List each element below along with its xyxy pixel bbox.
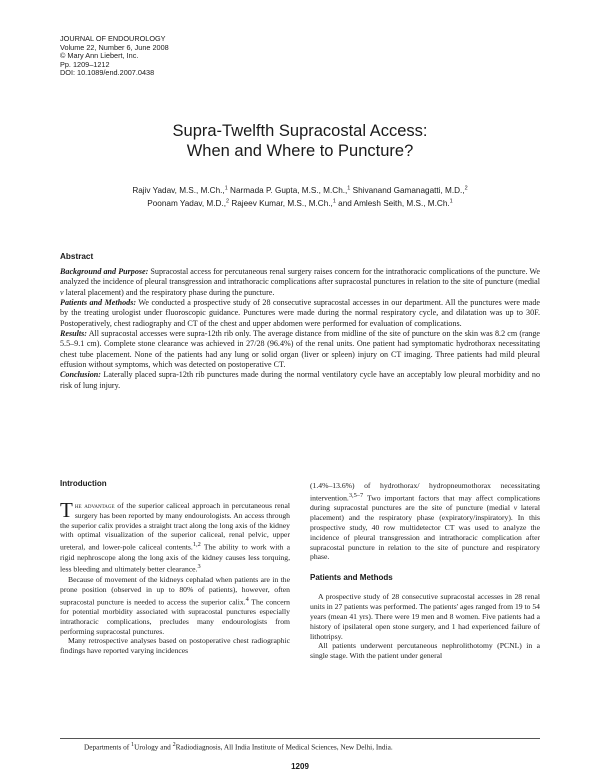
intro-paragraph-continued: (1.4%–13.6%) of hydrothorax/ hydropneumothorax necessitating intervention.$^{3,5-7}$ Two important factors that may affect complications during supracostal punctures are the site of puncture (medial v lateral placement) and the respiratory phase (expiratory/inspiratory). In this prospective study, 40 row multidetector CT was used to analyze the incidence of pleural transgression and intrathoracic complication after supracostal puncture in relation to the site of puncture and respiratory phase. bbox=[310, 481, 541, 562]
introduction-heading: Introduction bbox=[60, 479, 107, 488]
methods-paragraph-1: A prospective study of 28 consecutive supracostal accesses in 28 renal units in 27 patients was performed. The patients' ages ranged from 19 to 54 years (mean 41 yrs). There were 19 men and 8 women. Five patients had a history of ipsilateral open stone surgery, and 1 had experienced failure of lithotripsy. bbox=[310, 592, 540, 641]
drop-cap: T bbox=[60, 497, 73, 522]
title-line-2: When and Where to Puncture? bbox=[186, 142, 414, 160]
intro-paragraph-3: Many retrospective analyses based on postoperative chest radiographic findings have reported varying incidences bbox=[60, 636, 290, 656]
abstract-methods: Patients and Methods: We conducted a prospective study of 28 consecutive supracostal accesses in our department. All the punctures were made by the treating urologist under fluoroscopic guidance. Punctures were made during the normal respiratory cycle, and dilatation was up to 30F. Postoperatively, chest radiography and CT of the chest and upper abdomen were performed for evaluation of complications. bbox=[60, 298, 540, 328]
author-yadav-r: Rajiv Yadav, M.S., M.Ch., bbox=[132, 186, 225, 195]
abstract-conclusion: Conclusion: Laterally placed supra-12th rib punctures made during the normal ventilatory cycle have an acceptably low pleural morbidity and no risk of lung injury. bbox=[60, 370, 540, 390]
journal-volume: Volume 22, Number 6, June 2008 bbox=[60, 42, 169, 52]
abstract-heading: Abstract bbox=[60, 252, 94, 261]
journal-header bbox=[60, 35, 169, 78]
author-kumar: Rajeev Kumar, M.S., M.Ch., bbox=[231, 198, 333, 208]
author-yadav-p: Poonam Yadav, M.D., bbox=[147, 198, 226, 208]
abstract-body bbox=[60, 267, 540, 391]
author-line-1: Rajiv Yadav, M.S., M.Ch.,$^1$ Narmada P. Gupta, M.S., M.Ch.,$^1$ Shivanand Gamanagatti, M.D.,$^2$ bbox=[132, 185, 468, 195]
footnote-divider bbox=[60, 738, 540, 739]
methods-paragraph-2: All patients underwent percutaneous nephrolithotomy (PCNL) in a single stage. With the patient under general bbox=[310, 641, 540, 661]
methods-heading: Patients and Methods bbox=[310, 573, 393, 583]
affiliation-footnote: Departments of $^1$Urology and $^2$Radiodiagnosis, All India Institute of Medical Sciences, New Delhi, India. bbox=[84, 742, 393, 752]
page-number: 1209 bbox=[291, 762, 309, 771]
abstract-results: Results: All supracostal accesses were supra-12th rib only. The average distance from midline of the site of puncture on the skin was 8.2 cm (range 5.5–9.1 cm). Complete stone clearance was achieved in 27/28 (96.4%) of the renal units. One patient had symptomatic hydrothorax necessitating chest tube placement. None of the patients had any lung or solid organ (liver or spleen) injury on CT imaging. Three patients had mild pleural effusion without symptoms, which was detected on postoperative CT. bbox=[60, 329, 540, 370]
journal-copyright: © Mary Ann Liebert, Inc. bbox=[60, 51, 139, 61]
author-list bbox=[0, 185, 600, 210]
author-seith: and Amlesh Seith, M.S., M.Ch. bbox=[338, 198, 450, 208]
intro-paragraph-2: Because of movement of the kidneys cephalad when patients are in the prone position (observed in up to 80% of patients), however, often supracostal puncture is needed to access the superior calix.$^4$ The concern for potential morbidity associated with supracostal punctures especially intrathoracic complications, precludes many endourologists from performing supracostal punctures. bbox=[60, 574, 290, 636]
journal-doi: DOI: 10.1089/end.2007.0438 bbox=[60, 68, 155, 78]
intro-paragraph-1: The advantage of the superior caliceal approach in percutaneous renal surgery has been reported by many endourologists. An access through the superior calix provides a straight tract along the long axis of the kidney with optimal visualization of the superior caliceal, renal pelvic, upper ureteral, and lower-pole caliceal contents.$^{1,2}$ The ability to work with a rigid nephroscope along the long axis of the kidney causes less torquing, less bleeding and ultimately better clearance.$^3$ bbox=[60, 497, 290, 574]
author-gamanagatti: Shivanand Gamanagatti, M.D., bbox=[352, 186, 465, 195]
article-title bbox=[0, 121, 600, 161]
abstract-background: Background and Purpose: Supracostal access for percutaneous renal surgery raises concern for the intrathoracic complications of the puncture. We analyzed the incidence of pleural transgression and intrathoracic complications after supracostal punctures in relation to the site of puncture (medial v lateral placement) and the respiratory phase during the puncture. bbox=[60, 267, 540, 297]
journal-name: JOURNAL OF ENDOUROLOGY bbox=[60, 34, 166, 43]
right-column bbox=[310, 481, 540, 661]
left-column bbox=[60, 479, 290, 656]
title-line-1: Supra-Twelfth Supracostal Access: bbox=[172, 122, 428, 140]
author-gupta: Narmada P. Gupta, M.S., M.Ch., bbox=[230, 186, 348, 195]
author-line-2: Poonam Yadav, M.D.,$^2$ Rajeev Kumar, M.S., M.Ch.,$^1$ and Amlesh Seith, M.S., M.Ch.$^1$ bbox=[147, 197, 453, 208]
journal-pages: Pp. 1209–1212 bbox=[60, 59, 110, 69]
